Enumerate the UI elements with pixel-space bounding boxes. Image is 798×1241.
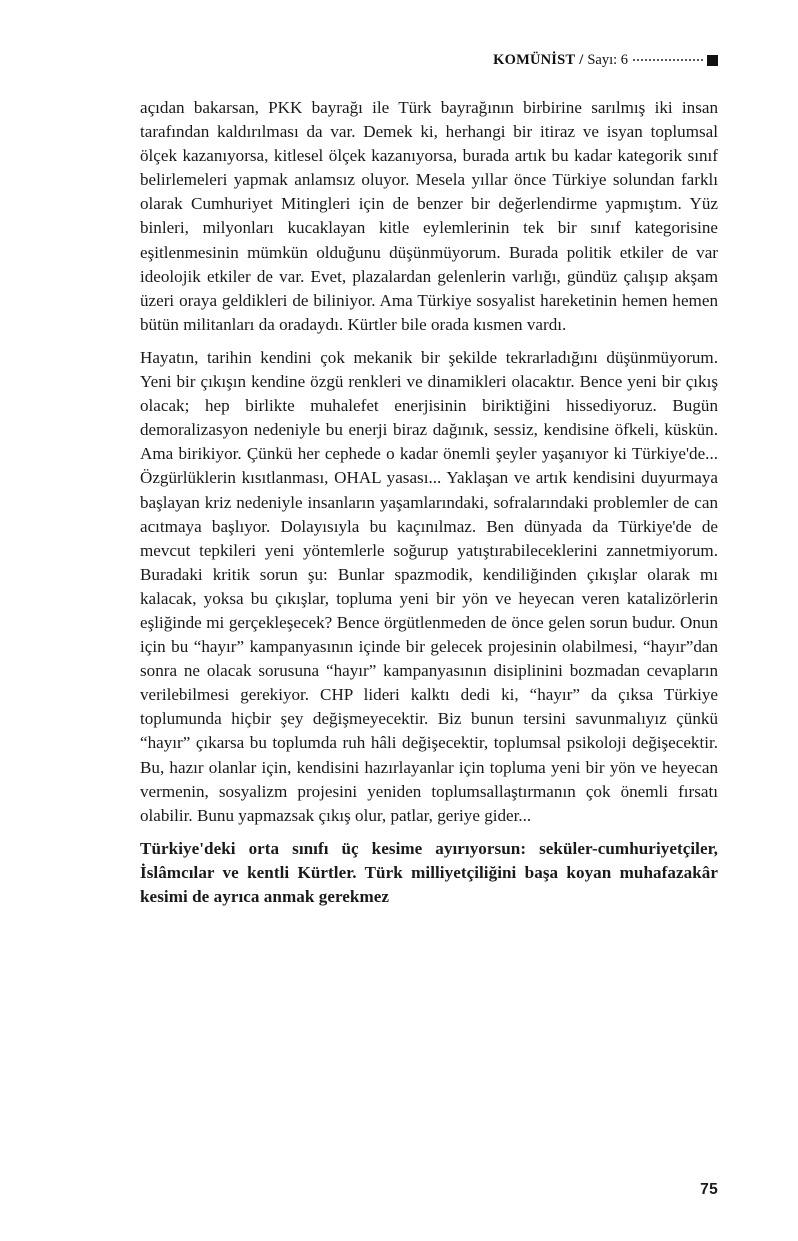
- text-column: [140, 96, 718, 909]
- header-dotted-leader: [632, 53, 704, 67]
- header-issue-number: Sayı: 6: [587, 51, 628, 68]
- body-paragraph: Hayatın, tarihin kendini çok mekanik bir şekilde tekrarladığını düşünmüyorum. Yeni bir çıkışın kendine özgü renkleri ve dinamikleri olacaktır. Bence yeni bir çıkış olacak; hep birlikte muhalefet enerjisinin biriktiğini hissediyoruz. Bugün demoralizasyon nedeniyle bu enerji biraz dağınık, sessiz, kendisine öfkeli, küskün. Ama birikiyor. Çünkü her cephede o kadar önemli şeyler yaşanıyor ki Türkiye'de... Özgürlüklerin kısıtlanması, OHAL yasası... Yaklaşan ve artık kendisini duyurmaya başlayan kriz nedeniyle insanların yaşamlarındaki, sofralarındaki problemler de can acıtmaya başlıyor. Dolayısıyla bu kaçınılmaz. Ben dünyada da Türkiye'de de mevcut tepkileri yeni yöntemlerle soğurup yatıştırabileceklerini zannetmiyorum. Buradaki kritik sorun şu: Bunlar spazmodik, kendiliğinden çıkışlar olarak mı kalacak, yoksa bu çıkışlar, topluma yeni bir yön ve heyecan veren katalizörlerin eşliğinde mi gerçekleşecek? Bence örgütlenmeden de önce gelen sorun budur. Onun için bu “hayır” kampanyasının içinde bir gelecek projesinin olabilmesi, “hayır”dan sonra ne olacak sorusuna “hayır” kampanyasının disiplinini bozmadan cevapların verilebilmesi gerekiyor. CHP lideri kalktı dedi ki, “hayır” da çıksa Türkiye toplumunda hiçbir şey değişmeyecektir. Biz bunun tersini savunmalıyız çünkü “hayır” çıkarsa bu toplumda ruh hâli değişecektir, toplumsal psikoloji değişecektir. Bu, hazır olanlar için, kendisini hazırlayanlar için topluma yeni bir yön ve heyecan vermenin, sosyalizm projesini yeniden toplumsallaştırmanın çok önemli fırsatı olabilir. Bunu yapmazsak çıkış olur, patlar, geriye gider...: [140, 347, 718, 825]
- body-paragraph: açıdan bakarsan, PKK bayrağı ile Türk bayrağının birbirine sarılmış iki insan tarafından kaldırılması da var. Demek ki, herhangi bir itiraz ve isyan toplumsal ölçek kazanıyorsa, kitlesel ölçek kazanıyorsa, burada artık bu kadar kategorik sınıf belirlemeleri yapmak anlamsız oluyor. Mesela yıllar önce Türkiye solundan farklı olarak Cumhuriyet Mitingleri için de benzer bir değerlendirme yapmıştım. Yüz binleri, milyonları kucaklayan kitle eylemlerinin tek bir sınıf kategorisine eşitlenmesinin mümkün olduğunu düşünmüyorum. Burada politik etkiler de var ideolojik etkiler de var. Evet, plazalardan gelenlerin varlığı, gündüz çalışıp akşam üzeri oraya geldikleri de biliniyor. Ama Türkiye sosyalist hareketinin hemen hemen bütün militanları da oradaydı. Kürtler bile orada kısmen vardı.: [140, 98, 718, 334]
- page-number: 75: [700, 1181, 718, 1198]
- header-journal-title: KOMÜNİST: [493, 51, 576, 68]
- running-header: [140, 48, 718, 72]
- header-separator: /: [579, 51, 584, 68]
- header-square-marker-icon: [707, 55, 718, 66]
- interview-question-paragraph: Türkiye'deki orta sınıfı üç kesime ayırıyorsun: seküler-cumhuriyetçiler, İslâmcılar ve kentli Kürtler. Türk milliyetçiliğini başa koyan muhafazakâr kesimi de ayrıca anmak gerekmez: [140, 838, 718, 906]
